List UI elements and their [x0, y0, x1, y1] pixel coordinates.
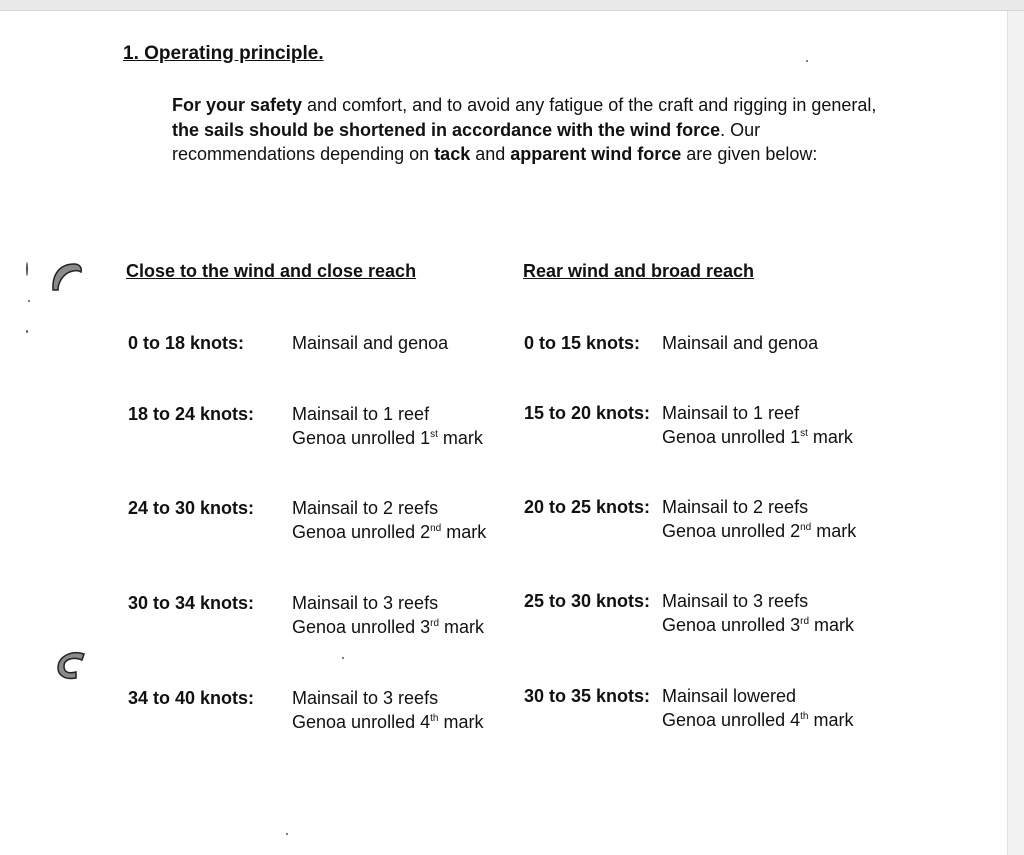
scrollbar-gutter[interactable] [1007, 11, 1024, 855]
right-wind-range-1: 15 to 20 knots: [524, 403, 651, 423]
intro-segment: tack [434, 144, 471, 164]
left-wind-range-0: 0 to 18 knots: [128, 333, 245, 353]
sail-setting-line: Genoa unrolled 1st mark [292, 428, 483, 448]
binder-ring-icon [52, 646, 92, 686]
right-sail-setting-0 [662, 331, 818, 355]
right-sail-setting-1 [662, 401, 853, 449]
binder-ring-icon [48, 258, 88, 298]
intro-segment: For your safety [172, 95, 303, 115]
sail-setting-line: Mainsail to 3 reefs [292, 593, 439, 613]
right-sail-setting-4 [662, 684, 853, 732]
left-sail-setting-1 [292, 402, 483, 450]
ordinal-suffix: rd [430, 618, 440, 629]
ordinal-suffix: st [430, 429, 438, 440]
intro-paragraph [172, 93, 892, 167]
sail-setting-line: Genoa unrolled 3rd mark [662, 615, 855, 635]
intro-segment: and [470, 144, 511, 164]
sail-setting-line: Mainsail to 3 reefs [662, 591, 809, 611]
right-wind-range-2: 20 to 25 knots: [524, 497, 651, 517]
sail-setting-line: Genoa unrolled 2nd mark [662, 521, 857, 541]
sail-setting-line: Mainsail lowered [662, 686, 797, 706]
window-top-bar [0, 0, 1024, 11]
right-column-heading: Rear wind and broad reach [523, 261, 755, 281]
left-wind-range-2: 24 to 30 knots: [128, 498, 255, 518]
right-wind-range-4: 30 to 35 knots: [524, 686, 651, 706]
intro-segment: . Our recommendations depending on [172, 119, 761, 164]
intro-segment: apparent wind force [510, 144, 682, 164]
sail-setting-line: Mainsail to 1 reef [662, 403, 800, 423]
ordinal-suffix: nd [800, 522, 812, 533]
right-sail-setting-3 [662, 589, 854, 637]
sail-setting-line: Genoa unrolled 4th mark [662, 710, 854, 730]
left-sail-setting-2 [292, 496, 486, 544]
section-heading: 1. Operating principle. [123, 43, 324, 64]
sail-setting-line: Mainsail to 1 reef [292, 404, 430, 424]
left-sail-setting-0 [292, 331, 448, 355]
sail-setting-line: Mainsail and genoa [662, 333, 819, 353]
sail-setting-line: Mainsail to 2 reefs [662, 497, 809, 517]
ordinal-suffix: rd [800, 616, 810, 627]
intro-segment: the sails should be shortened in accordance with the wind force [172, 119, 721, 140]
intro-segment: are given below: [681, 144, 818, 164]
ordinal-suffix: st [800, 428, 808, 439]
left-wind-range-1: 18 to 24 knots: [128, 404, 255, 424]
sail-setting-line: Mainsail to 3 reefs [292, 688, 439, 708]
ordinal-suffix: th [430, 713, 439, 724]
left-sail-setting-3 [292, 591, 484, 639]
right-wind-range-3: 25 to 30 knots: [524, 591, 651, 611]
left-column-heading: Close to the wind and close reach [126, 261, 417, 281]
left-sail-setting-4 [292, 686, 483, 734]
intro-segment: and comfort, and to avoid any fatigue of the craft and rigging in general, [302, 95, 877, 115]
left-wind-range-3: 30 to 34 knots: [128, 593, 255, 613]
right-sail-setting-2 [662, 495, 856, 543]
sail-setting-line: Genoa unrolled 4th mark [292, 712, 484, 732]
sail-setting-line: Mainsail and genoa [292, 333, 449, 353]
left-wind-range-4: 34 to 40 knots: [128, 688, 255, 708]
sail-setting-line: Genoa unrolled 3rd mark [292, 617, 485, 637]
ordinal-suffix: th [800, 711, 809, 722]
ordinal-suffix: nd [430, 523, 442, 534]
sail-setting-line: Genoa unrolled 1st mark [662, 427, 853, 447]
sail-setting-line: Genoa unrolled 2nd mark [292, 522, 487, 542]
right-wind-range-0: 0 to 15 knots: [524, 333, 641, 353]
sail-setting-line: Mainsail to 2 reefs [292, 498, 439, 518]
